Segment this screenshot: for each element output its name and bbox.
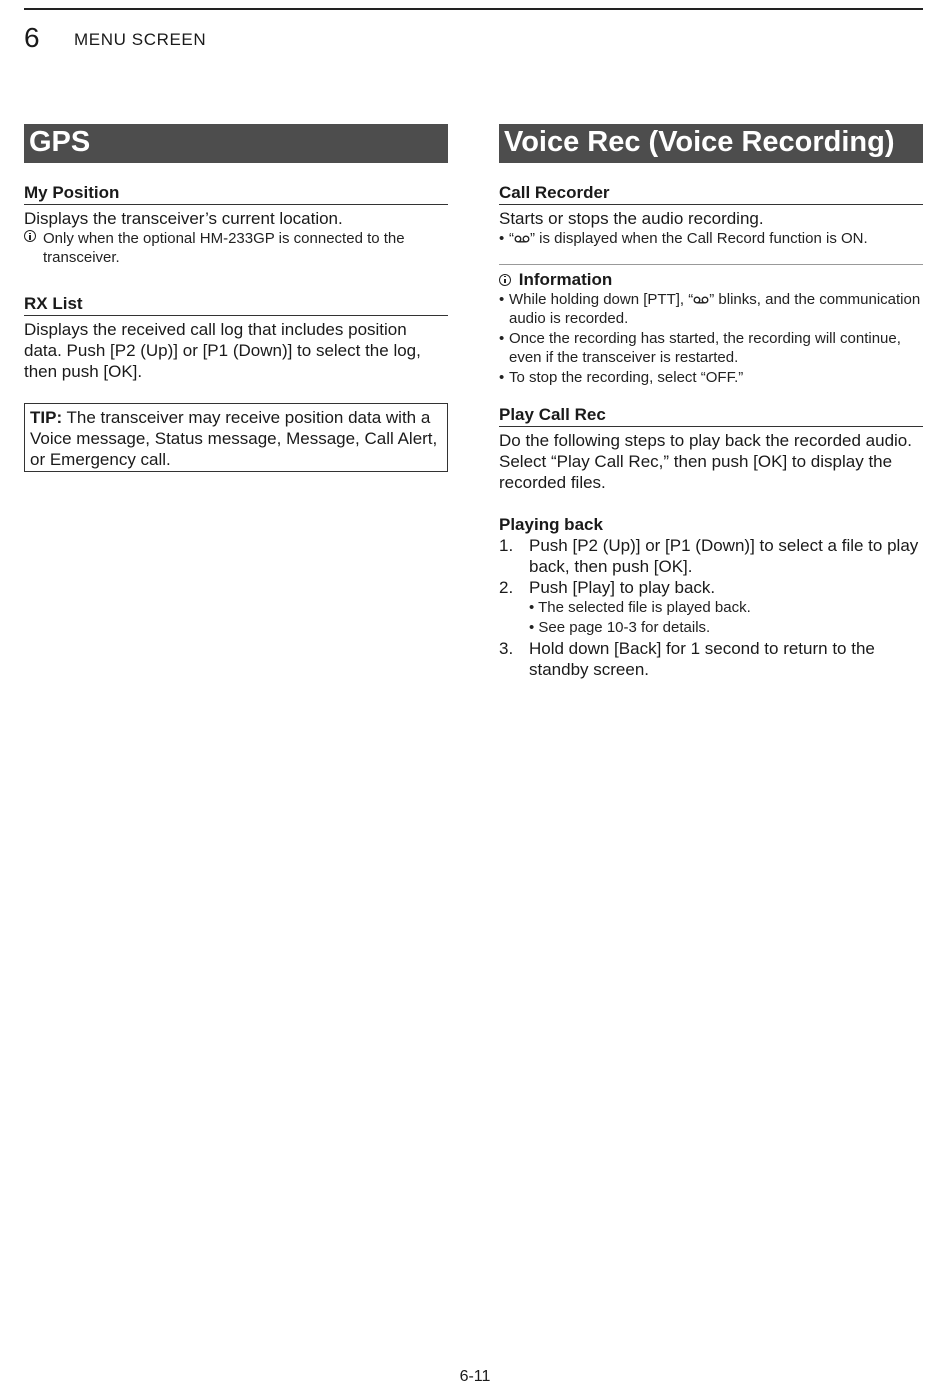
step-item [499, 535, 923, 577]
item-my-position [24, 182, 448, 267]
playing-back-section [499, 514, 923, 680]
item-title-my-position: My Position [24, 182, 448, 205]
item-title-play-call-rec: Play Call Rec [499, 404, 923, 427]
left-column [24, 124, 448, 472]
step-number: 2. [499, 578, 514, 597]
step-text: Push [P2 (Up)] or [P1 (Down)] to select a file to play back, then push [OK]. [529, 536, 919, 576]
tip-box [24, 403, 448, 472]
step-number: 3. [499, 639, 514, 658]
item-desc-call-recorder: Starts or stops the audio recording. [499, 209, 764, 228]
item-title-call-recorder: Call Recorder [499, 182, 923, 205]
header-rule [24, 8, 923, 10]
step-number: 1. [499, 536, 514, 555]
item-desc-play-call-rec-2: Select “Play Call Rec,” then push [OK] to display the recorded files. [499, 452, 893, 492]
note-hm233gp [24, 229, 448, 267]
playing-back-title: Playing back [499, 515, 603, 534]
item-title-rx-list: RX List [24, 293, 448, 316]
call-record-bullet: • “ ” is displayed when the Call Record function is ON. [499, 230, 868, 247]
section-header-voice-rec: Voice Rec (Voice Recording) [499, 124, 923, 163]
step-bullet: • The selected file is played back. [529, 599, 751, 616]
step-text: Hold down [Back] for 1 second to return to the standby screen. [529, 639, 875, 679]
information-heading: Information [499, 269, 923, 290]
information-bullet: • To stop the recording, select “OFF.” [499, 368, 744, 386]
record-tape-icon [693, 295, 709, 305]
information-block [499, 264, 923, 388]
tip-text: The transceiver may receive position data with a Voice message, Status message, Message, Call Alert, or Emergency call. [30, 408, 438, 469]
note-text: Only when the optional HM-233GP is connected to the transceiver. [43, 230, 405, 266]
info-icon [499, 274, 511, 286]
chapter-title: MENU SCREEN [74, 30, 207, 49]
right-column [499, 124, 923, 680]
step-text: Push [Play] to play back. [529, 578, 716, 597]
item-desc-my-position: Displays the transceiver’s current location. [24, 209, 343, 228]
info-icon [24, 230, 36, 242]
information-bullet: • Once the recording has started, the recording will continue, even if the transceiver is restarted. [499, 329, 901, 366]
section-header-gps: GPS [24, 124, 448, 163]
information-bullet: • While holding down [PTT], “ ” blinks, and the communication audio is recorded. [499, 290, 921, 327]
step-2-bullets [499, 598, 923, 638]
chapter-number: 6 [24, 22, 40, 53]
page-number: 6-11 [459, 1368, 491, 1385]
step-item [499, 638, 923, 680]
item-play-call-rec [499, 404, 923, 493]
item-rx-list [24, 293, 448, 382]
item-desc-play-call-rec-1: Do the following steps to play back the recorded audio. [499, 431, 912, 450]
step-bullet: • See page 10-3 for details. [529, 619, 711, 636]
step-item [499, 577, 923, 598]
item-call-recorder [499, 182, 923, 249]
record-tape-icon [514, 234, 530, 244]
item-desc-rx-list: Displays the received call log that includes position data. Push [P2 (Up)] or [P1 (Down)] to select the log, then push [OK]. [24, 320, 421, 381]
tip-label: TIP: [30, 408, 63, 427]
